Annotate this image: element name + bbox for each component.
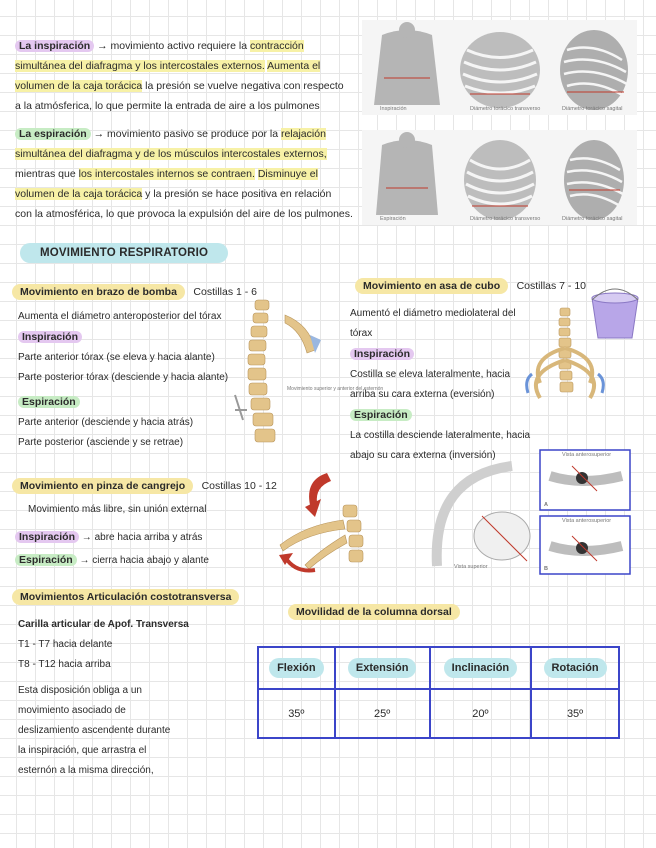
text: Aumenta el diámetro anteroposterior del tórax (18, 311, 222, 322)
text: movimiento asociado de (18, 705, 126, 716)
asa-title: Movimiento en asa de cubo (355, 278, 508, 294)
text: Parte anterior tórax (se eleva y hacia alante) (18, 352, 215, 363)
text: → abre hacia arriba y atrás (81, 532, 203, 543)
text: Parte anterior (desciende y hacia atrás) (18, 417, 194, 428)
text: Parte posterior tórax (desciende y hacia alante) (18, 372, 229, 383)
text: T1 - T7 hacia delante (18, 639, 113, 650)
caption: Vista anterosuperior (562, 518, 612, 524)
text: → movimiento pasivo se produce por la (93, 128, 279, 140)
cangrejo-insp (15, 527, 202, 548)
costo-body (18, 615, 248, 781)
bomba-ribs: Costillas 1 - 6 (193, 286, 257, 298)
table-cell: 25º (335, 689, 430, 738)
caption: B (544, 566, 548, 572)
caption: Diámetro torácico transverso (470, 216, 541, 222)
header-rotacion: Rotación (544, 658, 607, 678)
text: contracción (250, 40, 304, 52)
caption: Inspiración (380, 106, 407, 112)
text: volumen de la caja torácica (15, 80, 143, 92)
header-extension: Extensión (348, 658, 417, 678)
text: Parte posterior (asciende y se retrae) (18, 437, 184, 448)
table-header-row (258, 647, 619, 689)
cangrejo-desc: Movimiento más libre, sin unión external (28, 504, 207, 515)
thorax-figures-inspiration (362, 20, 637, 115)
text: simultánea del diafragma y de los músculos intercostales externos, (15, 148, 327, 160)
movilidad-title: Movilidad de la columna dorsal (288, 604, 460, 620)
text: Esta disposición obliga a un (18, 685, 142, 696)
text: a la atmósferica, lo que permite la entrada de aire a los pulmones (15, 100, 320, 112)
table-cell: 35º (258, 689, 335, 738)
expiration-label: Espiración (15, 554, 77, 566)
cangrejo-heading (12, 476, 277, 496)
costotransverse-illustration (432, 446, 632, 576)
text: T8 - T12 hacia arriba (18, 659, 111, 670)
caption: Vista superior (454, 564, 488, 570)
thorax-illustration (362, 20, 637, 115)
inspiration-label: Inspiración (18, 331, 82, 343)
figure-caption: Movimiento superior y anterior del esternón (287, 386, 384, 392)
text: Disminuye el (257, 168, 318, 180)
text: los intercostales internos se contraen. (78, 168, 255, 180)
subheading: Carilla articular de Apof. Transversa (18, 619, 189, 630)
table-header-cell (531, 647, 619, 689)
text: mientras que (15, 168, 76, 180)
text: arriba su cara externa (eversión) (350, 389, 495, 400)
text: abajo su cara externa (inversión) (350, 450, 496, 461)
caption: Diámetro torácico transverso (470, 106, 541, 112)
table-header-cell (335, 647, 430, 689)
text: la inspiración, que arrastra el (18, 745, 147, 756)
text: → movimiento activo requiere la (97, 40, 248, 52)
expiration-label: La espiración (15, 128, 91, 140)
caption: A (544, 502, 548, 508)
header-flexion: Flexión (269, 658, 324, 678)
text: con la atmosférica, lo que provoca la expulsión del aire de los pulmones. (15, 208, 353, 220)
table-cell: 35º (531, 689, 619, 738)
expiration-label: Espiración (18, 396, 80, 408)
caption: Vista anterosuperior (562, 452, 612, 458)
table-cell: 20º (430, 689, 531, 738)
asa-body (350, 304, 540, 466)
bomba-title: Movimiento en brazo de bomba (12, 284, 185, 300)
cangrejo-ribs: Costillas 10 - 12 (201, 480, 277, 492)
bucket-ribcage-illustration (520, 288, 645, 438)
thorax-figures-expiration (362, 130, 637, 225)
caption: Espiración (380, 216, 406, 222)
text: Aumenta el (267, 60, 321, 72)
expiration-label: Espiración (350, 409, 412, 421)
caption: Diámetro torácico sagital (562, 106, 623, 112)
asa-ribs: Costillas 7 - 10 (516, 280, 587, 292)
cangrejo-esp (15, 550, 209, 571)
movilidad-heading (288, 602, 460, 620)
text: la presión se vuelve negativa con respecto (145, 80, 344, 92)
inspiration-paragraph (15, 36, 360, 116)
text: → cierra hacia abajo y alante (79, 555, 209, 566)
text: y la presión se hace positiva en relación (145, 188, 332, 200)
costo-heading (12, 587, 239, 605)
crab-pincer-illustration (265, 465, 385, 585)
section-title: MOVIMIENTO RESPIRATORIO (20, 243, 228, 263)
text: Costilla se eleva lateralmente, hacia (350, 369, 511, 380)
inspiration-label: Inspiración (15, 531, 79, 543)
table-header-cell (430, 647, 531, 689)
cangrejo-title: Movimiento en pinza de cangrejo (12, 478, 193, 494)
text: relajación (280, 128, 326, 140)
table-header-cell (258, 647, 335, 689)
inspiration-label: La inspiración (15, 40, 94, 52)
table-row (258, 689, 619, 738)
mobility-table (257, 646, 620, 739)
caption: Diámetro torácico sagital (562, 216, 623, 222)
text: esternón a la misma dirección, (18, 765, 154, 776)
text: deslizamiento ascendente durante (18, 725, 171, 736)
expiration-paragraph (15, 124, 365, 224)
text: La costilla desciende lateralmente, hacia (350, 430, 531, 441)
costo-title: Movimientos Articulación costotransversa (12, 589, 239, 605)
text: Aumentó el diámetro mediolateral del tórax (350, 308, 516, 339)
costotransverse-diagram (432, 446, 632, 576)
text: simultánea del diafragma y los intercostales externos. (15, 60, 265, 72)
thorax-illustration (362, 130, 637, 225)
header-inclinacion: Inclinación (444, 658, 517, 678)
inspiration-label: Inspiración (350, 348, 414, 360)
text: volumen de la caja torácica (15, 188, 143, 200)
